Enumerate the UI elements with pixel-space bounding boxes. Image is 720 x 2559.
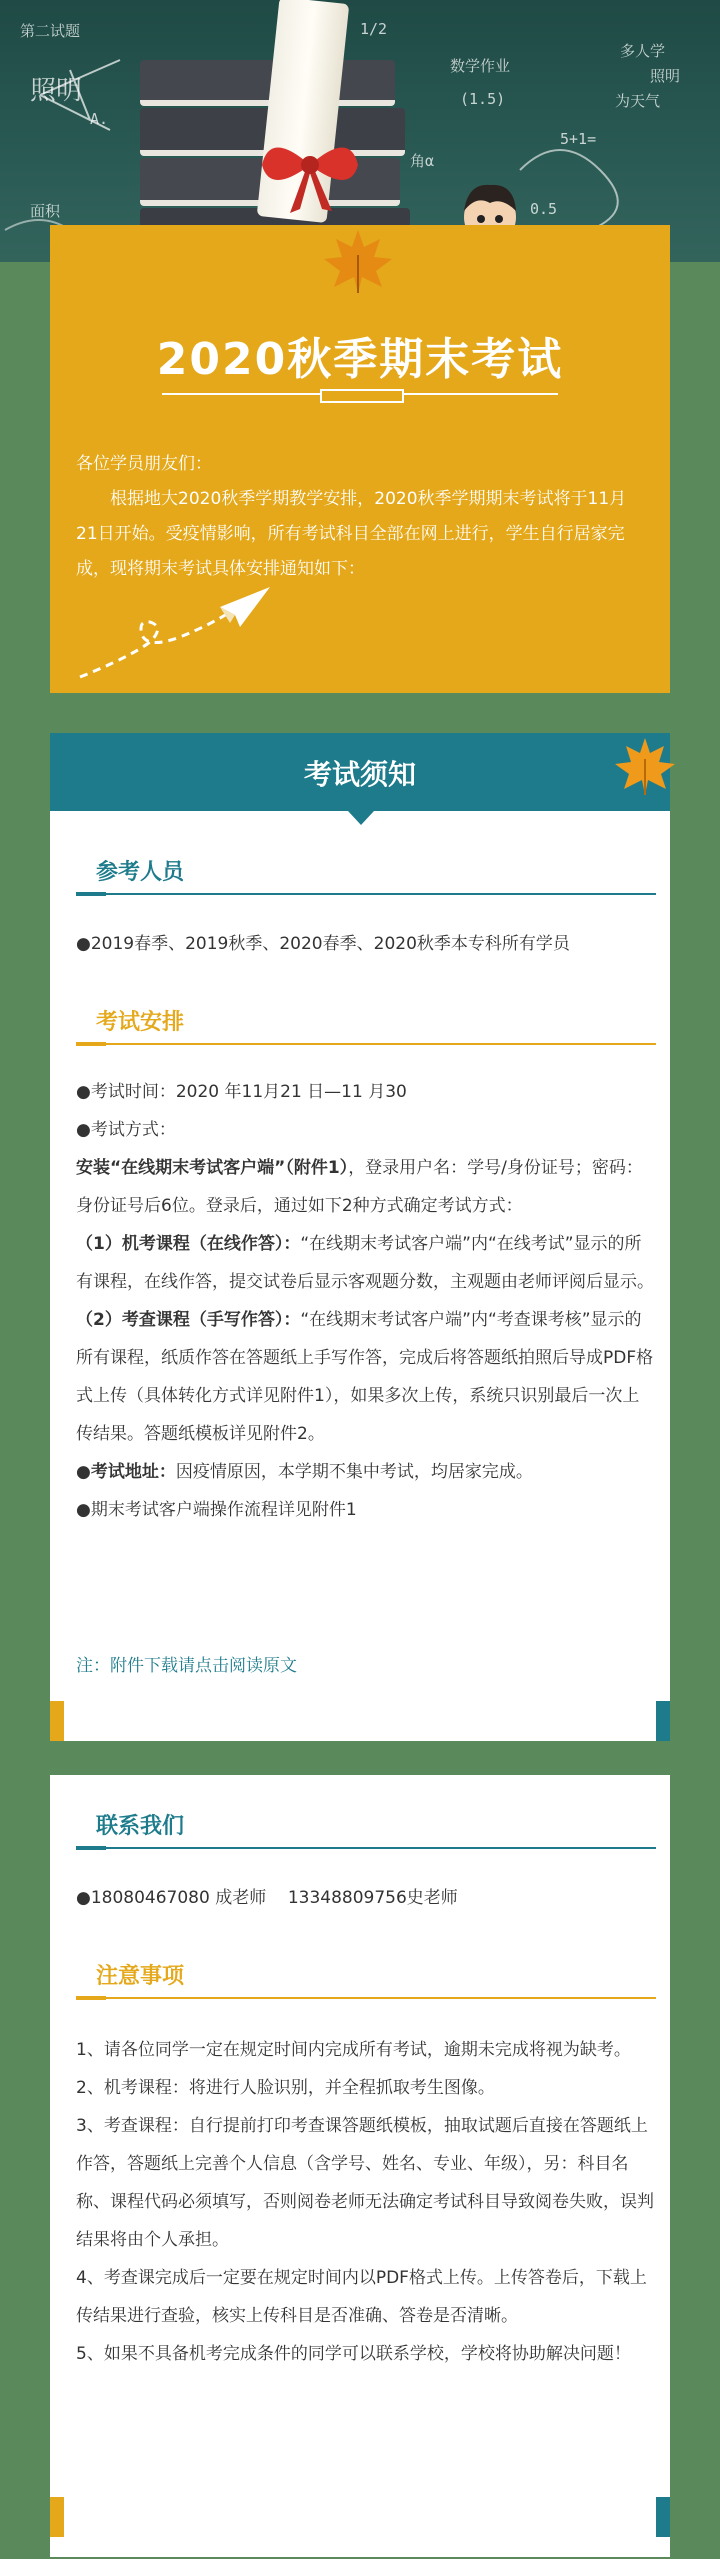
page-title: 2020秋季期末考试 [156,334,564,385]
chalk-note: 多人学 [620,42,666,60]
chalk-note: 为天气 [615,92,661,110]
attention-divider [76,1997,656,1999]
contact-title: 联系我们 [96,1814,185,1839]
chalk-note: A. [90,110,109,128]
paper-course-rest: “在线期末考试客户端”内“考查课考核”显示的所有课程，纸质作答在答题纸上手写作答，完成后将答题纸拍照后导成PDF格式上传（具体转化方式详见附件1），如果多次上传，系统只识别最后一次上传结果。答题纸模板详见附件2。 [76,1310,654,1444]
participants-text [76,925,656,963]
hero-title-block [50,225,670,693]
corner-accent [656,2497,670,2537]
header-notch [348,811,374,825]
paper-course [76,1301,656,1453]
maple-leaf-icon [610,733,680,803]
attention-item: 2、机考课程：将进行人脸识别，并全程抓取考生图像。 [76,2078,495,2098]
chalk-note: 0.5 [530,200,558,218]
contact-divider-accent [76,1846,106,1850]
paper-plane-icon [70,587,270,687]
attention-divider-accent [76,1996,106,2000]
exam-address-rest: 因疫情原因，本学期不集中考试，均居家完成。 [175,1462,533,1482]
title-underline-ornament [320,389,404,403]
maple-leaf-icon [318,225,398,295]
exam-address [76,1453,656,1491]
contact-divider [76,1847,656,1849]
install-rest: ，登录用户名：学号/身份证号；密码：身份证号后6位。登录后，通过如下2种方式确定考试方式： [76,1158,643,1216]
corner-accent [50,1701,64,1741]
install-bold: 安装“在线期末考试客户端”（附件1） [76,1158,349,1178]
participants-divider [76,893,656,895]
client-flow: ●期末考试客户端操作流程详见附件1 [76,1500,357,1520]
attention-item: 3、考查课程：自行提前打印考查课答题纸模板，抽取试题后直接在答题纸上作答，答题纸上完善个人信息（含学号、姓名、专业、年级），另：科目名称、课程代码必须填写，否则阅卷老师无法确定考试科目导致阅卷失败，误判结果将由个人承担。 [76,2116,654,2250]
corner-accent [656,1701,670,1741]
corner-accent [50,2497,64,2537]
exam-method-label: ●考试方式： [76,1120,176,1140]
paper-course-bold: （2）考查课程（手写作答）： [76,1310,301,1330]
chalk-note: 第二试题 [20,22,81,40]
contact-phones: ●18080467080 成老师 13348809756史老师 [76,1888,458,1908]
chalk-note: 照明 [30,76,83,106]
chalk-note: 数学作业 [450,57,511,75]
notice-header-title: 考试须知 [303,758,416,791]
hero-intro [76,447,646,587]
machine-course-rest: “在线期末考试客户端”内“在线考试”显示的所有课程，在线作答，提交试卷后显示客观题分数，主观题由老师评阅后显示。 [76,1234,654,1292]
chalkboard-banner [0,0,720,262]
attention-list [76,2031,656,2373]
contact-text [76,1879,656,1917]
machine-course [76,1225,656,1301]
participants-line: ●2019春季、2019秋季、2020春季、2020秋季本专科所有学员 [76,934,570,954]
participants-title: 参考人员 [96,860,185,885]
attention-item: 5、如果不具备机考完成条件的同学可以联系学校，学校将协助解决问题！ [76,2344,631,2364]
attachment-link[interactable]: 注：附件下载请点击阅读原文 [76,1656,297,1676]
exam-notice-card [50,733,670,1741]
greeting: 各位学员朋友们： [76,454,212,474]
contact-card [50,1775,670,2557]
participants-divider-accent [76,892,106,896]
book-icon [140,60,395,106]
red-bow-icon [250,125,370,215]
attention-item: 4、考查课完成后一定要在规定时间内以PDF格式上传。上传答卷后，下载上传结果进行查验，核实上传科目是否准确、答卷是否清晰。 [76,2268,647,2326]
schedule-text [76,1073,656,1529]
chalk-note: (1.5) [460,90,506,108]
chalk-note: 面积 [30,202,61,220]
chalk-note: 1/2 [360,20,388,38]
install-instruction [76,1149,656,1225]
intro-paragraph: 根据地大2020秋季学期教学安排，2020秋季学期期末考试将于11月21日开始。受疫情影响，所有考试科目全部在网上进行，学生自行居家完成，现将期末考试具体安排通知如下： [76,489,627,579]
schedule-title: 考试安排 [96,1010,185,1035]
exam-address-bold: ●考试地址： [76,1462,176,1482]
notice-header [50,733,670,811]
exam-time: ●考试时间：2020 年11月21 日—11 月30 [76,1082,407,1102]
schedule-divider [76,1043,656,1045]
machine-course-bold: （1）机考课程（在线作答）： [76,1234,301,1254]
attention-title: 注意事项 [96,1964,185,1989]
chalk-note: 5+1= [560,130,597,148]
chalk-note: 角α [410,152,435,170]
attention-item: 1、请各位同学一定在规定时间内完成所有考试，逾期未完成将视为缺考。 [76,2040,631,2060]
schedule-divider-accent [76,1042,106,1046]
chalk-note: 照明 [650,67,681,85]
